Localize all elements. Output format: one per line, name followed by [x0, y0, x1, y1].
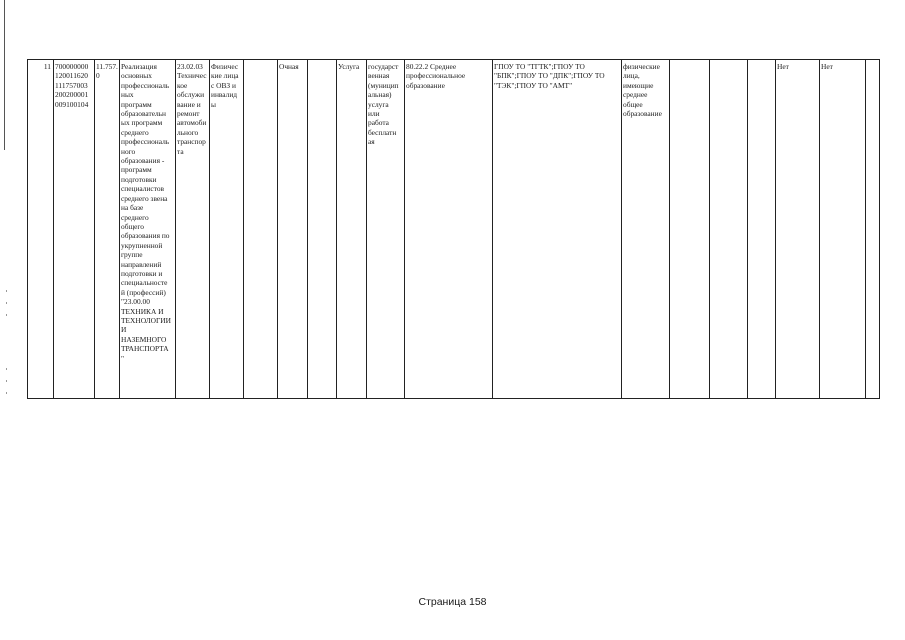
cell-service-kind: государст венная (муницип альная) услуга или работа бесплатн ая: [367, 60, 405, 398]
registry-table-row: [27, 59, 880, 399]
cell-empty-14: [670, 60, 710, 398]
cell-consumer-category: Физичес кие лица с ОВЗ и инвалид ы: [210, 60, 244, 398]
cell-consumers: физические лица, имеющие среднее общее образование: [622, 60, 670, 398]
cell-code-short: 11.757. 0: [95, 60, 120, 398]
scan-artifact-marks: [6, 290, 8, 410]
cell-empty-15: [710, 60, 748, 398]
left-margin-rule: [4, 0, 5, 150]
cell-empty-6: [244, 60, 278, 398]
cell-okved: 80.22.2 Среднее профессиональное образование: [405, 60, 493, 398]
cell-flag-2: Нет: [820, 60, 866, 398]
cell-flag-1: Нет: [776, 60, 820, 398]
cell-specialty: 23.02.03 Техничес кое обслужи вание и ремонт автомоби льного транспор та: [176, 60, 210, 398]
cell-empty-8: [308, 60, 337, 398]
page-number: Страница 158: [418, 596, 487, 608]
cell-providers: ГПОУ ТО "ТГТК";ГПОУ ТО "БПК";ГПОУ ТО "ДПК";ГПОУ ТО "ТЭК";ГПОУ ТО "АМТ": [493, 60, 622, 398]
cell-row-number: 11: [28, 60, 54, 398]
cell-form: Очная: [278, 60, 308, 398]
cell-service-name: Реализация основных профессиональ ных программ образовательн ых программ среднего профессиональ ного образования - программ подготовки специалистов среднего звена на базе среднего общего образования по укрупненной группе направлений подготовки и специальносте й (профессий) "23.00.00 ТЕХНИКА И ТЕХНОЛОГИИ И НАЗЕМНОГО ТРАНСПОРТА ": [120, 60, 176, 398]
cell-type: Услуга: [337, 60, 367, 398]
cell-empty-16: [748, 60, 776, 398]
cell-registry-code: 700000000 120011620 111757003 200200001 009100104: [54, 60, 95, 398]
cell-empty-19: [866, 60, 881, 398]
